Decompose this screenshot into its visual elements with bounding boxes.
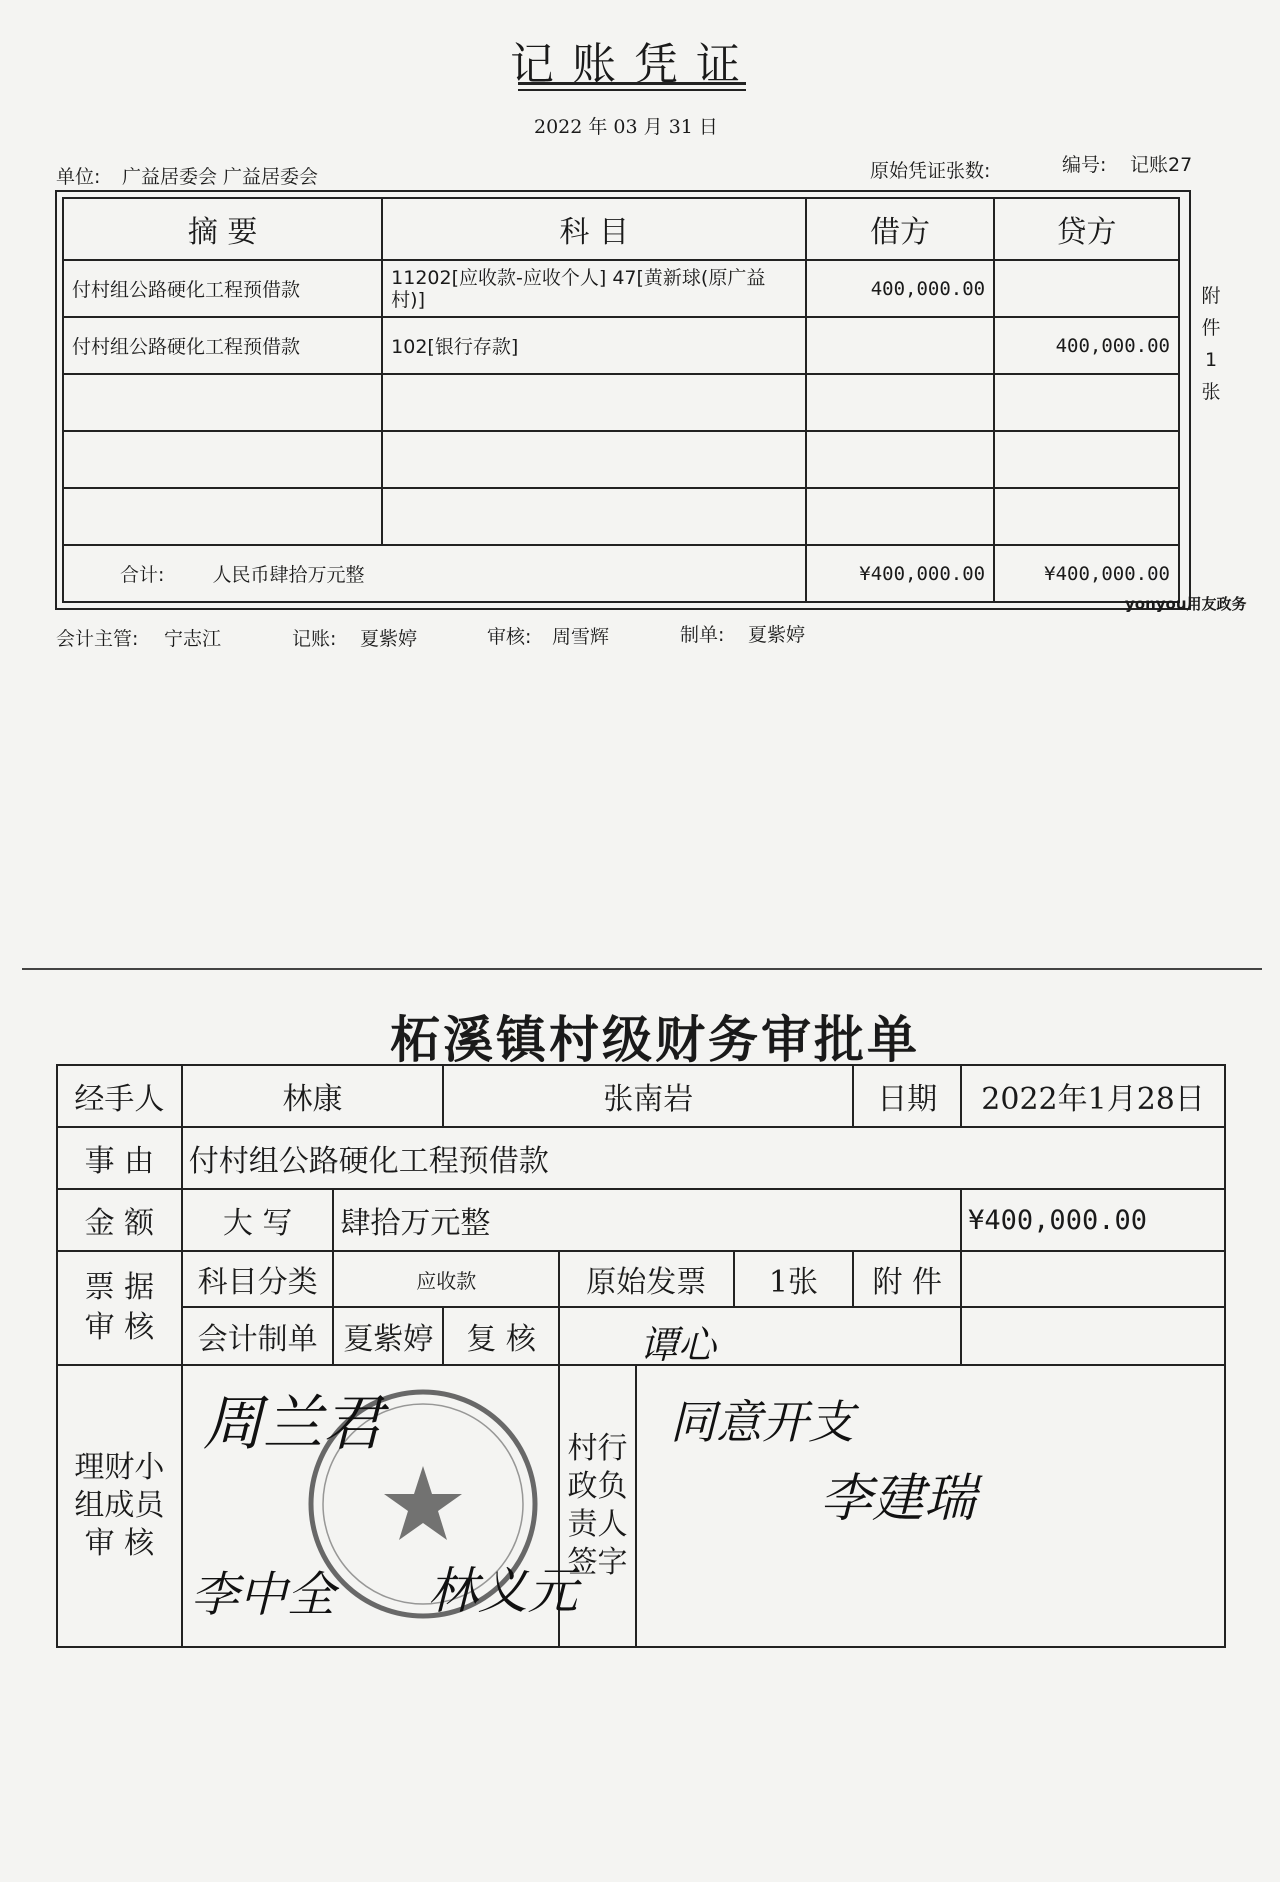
row-credit bbox=[994, 488, 1179, 545]
attachment-number: 1 bbox=[1204, 349, 1218, 371]
supervisor-name: 宁志江 bbox=[164, 628, 222, 650]
voucher-header-row bbox=[63, 198, 1179, 260]
village-label-line: 村行 bbox=[567, 1431, 628, 1466]
header-debit: 借方 bbox=[806, 198, 994, 260]
row-account: 11202[应收款-应收个人] 47[黄新球(原广益村)] bbox=[382, 260, 806, 317]
page-separator bbox=[22, 968, 1262, 970]
invoice-label: 原始发票 bbox=[559, 1251, 734, 1307]
row-summary bbox=[63, 431, 382, 488]
seal-star-icon bbox=[384, 1466, 462, 1540]
reviewer-name: 周雪辉 bbox=[552, 626, 610, 648]
prepared-value: 夏紫婷 bbox=[333, 1307, 443, 1365]
village-label-line: 政负 bbox=[567, 1469, 628, 1504]
attachment-count bbox=[1200, 280, 1222, 408]
row-credit: 400,000.00 bbox=[994, 317, 1179, 374]
attachment-value bbox=[961, 1251, 1225, 1307]
row-summary: 付村组公路硬化工程预借款 bbox=[63, 260, 382, 317]
attachment-label: 附 bbox=[1201, 285, 1221, 307]
row-account: 102[银行存款] bbox=[382, 317, 806, 374]
review-label: 复 核 bbox=[443, 1307, 559, 1365]
total-credit: ¥400,000.00 bbox=[994, 545, 1179, 602]
review-empty bbox=[961, 1307, 1225, 1365]
total-label: 合计: bbox=[120, 564, 165, 586]
receipt-label-line: 票 据 bbox=[84, 1270, 155, 1305]
preparer-name: 夏紫婷 bbox=[748, 624, 806, 646]
group-label-line: 组成员 bbox=[74, 1488, 165, 1523]
table-row bbox=[63, 374, 1179, 431]
voucher-date: 2022 年 03 月 31 日 bbox=[534, 116, 718, 138]
row-debit: 400,000.00 bbox=[806, 260, 994, 317]
table-row bbox=[63, 260, 1179, 317]
date-value: 2022年1月28日 bbox=[961, 1065, 1225, 1127]
bookkeeper-name: 夏紫婷 bbox=[360, 628, 418, 650]
row-debit bbox=[806, 431, 994, 488]
total-cell bbox=[63, 545, 806, 602]
total-row bbox=[63, 545, 1179, 602]
village-label-line: 责人 bbox=[567, 1507, 628, 1542]
row-credit bbox=[994, 260, 1179, 317]
amount-caps-value: 肆拾万元整 bbox=[333, 1189, 961, 1251]
row-summary bbox=[63, 374, 382, 431]
receipt-label-line: 审 核 bbox=[84, 1310, 155, 1345]
amount-value: ¥400,000.00 bbox=[961, 1189, 1225, 1251]
unit-label: 单位: bbox=[56, 166, 101, 188]
village-label-line: 签字 bbox=[567, 1545, 628, 1580]
amount-row bbox=[57, 1189, 1225, 1251]
group-signature-3: 林义元 bbox=[427, 1562, 578, 1620]
preparer-label: 制单: bbox=[680, 624, 725, 646]
attachment-label: 附 件 bbox=[853, 1251, 961, 1307]
row-summary: 付村组公路硬化工程预借款 bbox=[63, 317, 382, 374]
row-credit bbox=[994, 374, 1179, 431]
voucher-table bbox=[62, 197, 1180, 603]
reviewer-label: 审核: bbox=[487, 626, 532, 648]
number-label: 编号: bbox=[1062, 154, 1107, 176]
approval-title: 柘溪镇村级财务审批单 bbox=[390, 1010, 920, 1069]
bookkeeper-label: 记账: bbox=[292, 628, 337, 650]
row-account bbox=[382, 374, 806, 431]
header-summary: 摘 要 bbox=[63, 198, 382, 260]
handler-1: 林康 bbox=[182, 1065, 443, 1127]
group-label-line: 审 核 bbox=[84, 1526, 155, 1561]
group-signature-1: 周兰君 bbox=[202, 1389, 383, 1459]
total-debit: ¥400,000.00 bbox=[806, 545, 994, 602]
reason-row bbox=[57, 1127, 1225, 1189]
voucher-title: 记账凭证 bbox=[510, 39, 758, 90]
signature-row bbox=[57, 1365, 1225, 1647]
table-row bbox=[63, 317, 1179, 374]
reason-label: 事 由 bbox=[57, 1127, 182, 1189]
amount-label: 金 额 bbox=[57, 1189, 182, 1251]
receipt-review-label bbox=[57, 1251, 182, 1365]
supervisor-label: 会计主管: bbox=[56, 628, 139, 650]
category-value: 应收款 bbox=[333, 1251, 559, 1307]
review-signature: 谭心 bbox=[640, 1323, 717, 1367]
group-review-label bbox=[57, 1365, 182, 1647]
review-signature-cell bbox=[559, 1307, 961, 1365]
number-value: 记账27 bbox=[1130, 154, 1193, 176]
total-text: 人民币肆拾万元整 bbox=[212, 564, 365, 586]
village-cell bbox=[559, 1365, 1225, 1647]
date-label: 日期 bbox=[853, 1065, 961, 1127]
attachment-unit: 张 bbox=[1201, 381, 1221, 403]
row-debit bbox=[806, 488, 994, 545]
attachment-label: 件 bbox=[1201, 317, 1221, 339]
receipt-row-1 bbox=[57, 1251, 1225, 1307]
prepared-label: 会计制单 bbox=[182, 1307, 334, 1365]
handler-label: 经手人 bbox=[57, 1065, 182, 1127]
invoice-value: 1张 bbox=[734, 1251, 854, 1307]
village-signature-2: 李建瑞 bbox=[820, 1469, 977, 1529]
header-account: 科 目 bbox=[382, 198, 806, 260]
group-label-line: 理财小 bbox=[74, 1450, 165, 1485]
title-underline bbox=[518, 82, 746, 85]
village-label bbox=[560, 1366, 637, 1646]
row-account bbox=[382, 431, 806, 488]
row-debit bbox=[806, 374, 994, 431]
row-account bbox=[382, 488, 806, 545]
handler-row bbox=[57, 1065, 1225, 1127]
table-row bbox=[63, 431, 1179, 488]
approval-table bbox=[56, 1064, 1226, 1648]
category-label: 科目分类 bbox=[182, 1251, 334, 1307]
reason-value: 付村组公路硬化工程预借款 bbox=[182, 1127, 1225, 1189]
group-signature-cell bbox=[182, 1365, 578, 1647]
group-signature-2: 李中全 bbox=[190, 1567, 335, 1623]
row-credit bbox=[994, 431, 1179, 488]
header-credit: 贷方 bbox=[994, 198, 1179, 260]
handler-2: 张南岩 bbox=[443, 1065, 853, 1127]
receipt-row-2 bbox=[57, 1307, 1225, 1365]
original-count-label: 原始凭证张数: bbox=[870, 160, 991, 182]
village-signature-1: 同意开支 bbox=[670, 1395, 854, 1449]
row-summary bbox=[63, 488, 382, 545]
unit-value: 广益居委会 广益居委会 bbox=[122, 166, 319, 188]
amount-caps-label: 大 写 bbox=[182, 1189, 334, 1251]
title-underline bbox=[518, 89, 746, 91]
table-row bbox=[63, 488, 1179, 545]
row-debit bbox=[806, 317, 994, 374]
brand-logo: yonyou用友政务 bbox=[1125, 595, 1247, 613]
